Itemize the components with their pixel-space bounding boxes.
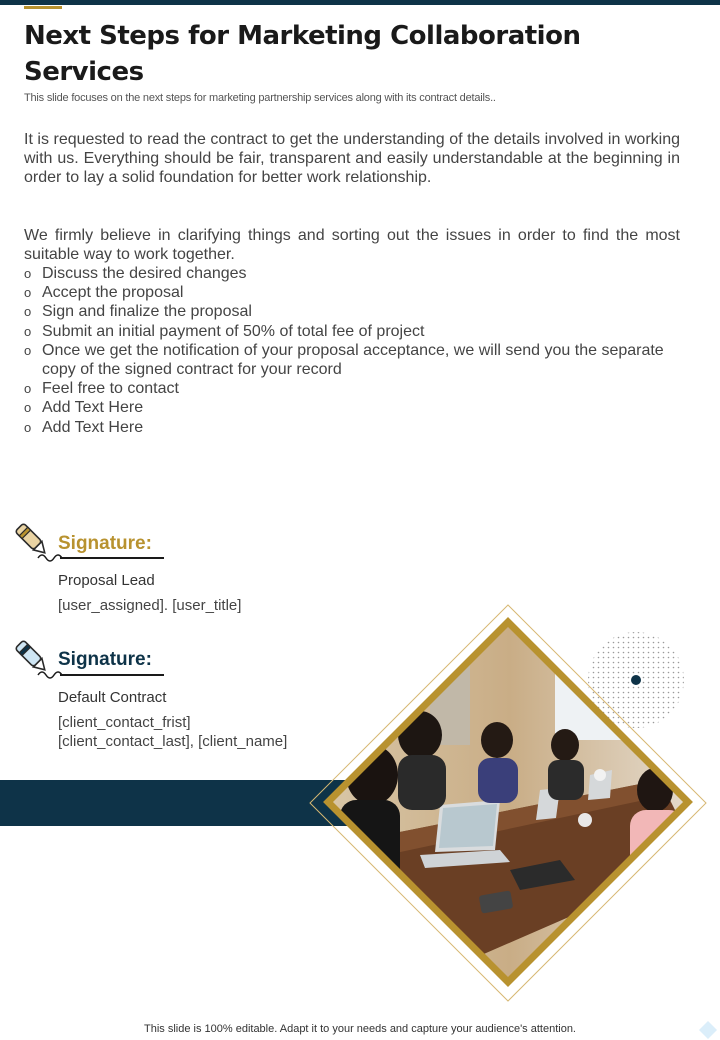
bullet-icon: o (24, 266, 32, 281)
page-subtitle: This slide focuses on the next steps for marketing partnership services along with its contract details.. (24, 92, 496, 104)
signature-role: Proposal Lead (58, 572, 155, 589)
list-item (24, 379, 674, 398)
signature-label: Signature: (58, 649, 152, 670)
bullet-icon: o (24, 323, 32, 339)
list-item (24, 283, 674, 302)
signature-role: Default Contract (58, 689, 167, 706)
bullet-icon: o (24, 400, 32, 416)
step-text: Once we get the notification of your proposal acceptance, we will send you the separate copy of the signed contract for your record (42, 341, 664, 379)
step-text: Add Text Here (42, 418, 144, 436)
list-item (24, 398, 674, 417)
signature-label: Signature: (58, 533, 152, 554)
step-text: Add Text Here (42, 399, 144, 417)
steps-list (24, 264, 674, 437)
step-text: Accept the proposal (42, 284, 184, 302)
signature-client-first: [client_contact_frist] (58, 714, 191, 731)
bullet-icon: o (24, 381, 32, 397)
intro-paragraph: It is requested to read the contract to get the understanding of the details involved in working with us. Everything should be fair, transparent and easily understandable at the beginning in order to lay a solid foundation for better work relationship. (24, 131, 680, 186)
footer-note: This slide is 100% editable. Adapt it to your needs and capture your audience's attention. (144, 1023, 576, 1035)
page-title: Next Steps for Marketing Collaboration Services (24, 21, 581, 87)
signature-underline (60, 674, 164, 676)
squiggle-decoration (36, 667, 62, 679)
step-text: Sign and finalize the proposal (42, 303, 252, 321)
dotted-circle-decoration (586, 630, 686, 730)
list-item (24, 302, 674, 321)
list-item (24, 341, 674, 379)
signature-user-line: [user_assigned]. [user_title] (58, 597, 242, 614)
step-text: Discuss the desired changes (42, 265, 247, 282)
signature-underline (60, 557, 164, 559)
navy-band (0, 780, 420, 826)
list-item (24, 418, 674, 437)
bullet-icon: o (24, 304, 32, 320)
step-text: Feel free to contact (42, 380, 179, 398)
belief-paragraph: We firmly believe in clarifying things and sorting out the issues in order to find the most suitable way to work together. (24, 227, 680, 263)
bullet-icon: o (24, 285, 32, 301)
top-bar (0, 0, 720, 5)
list-item (24, 322, 674, 341)
list-item (24, 264, 674, 283)
top-accent-line (24, 6, 62, 9)
diamond-icon (698, 1020, 718, 1040)
bullet-icon: o (24, 342, 32, 358)
step-text: Submit an initial payment of 50% of total fee of project (42, 322, 425, 340)
bullet-icon: o (24, 419, 32, 435)
signature-client-last: [client_contact_last], [client_name] (58, 733, 288, 750)
squiggle-decoration (36, 550, 62, 562)
